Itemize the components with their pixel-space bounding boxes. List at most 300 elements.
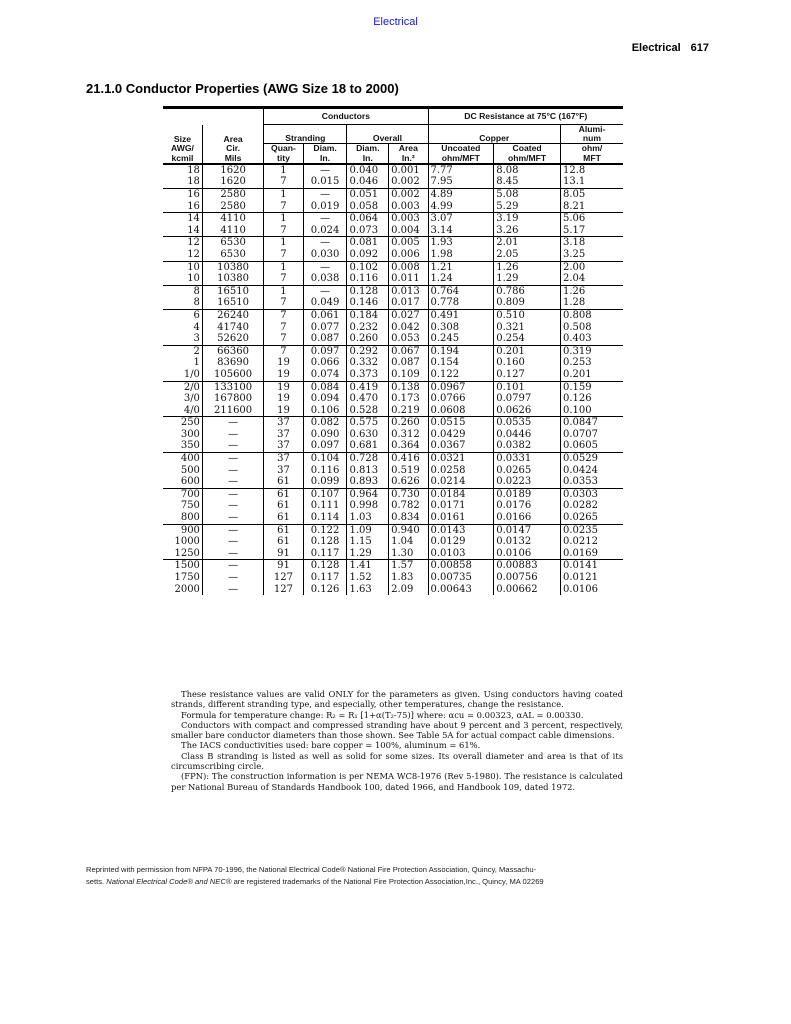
cell-uncoated: 3.07 xyxy=(428,213,494,225)
cell-size: 2/0 xyxy=(163,381,202,393)
cell-coated: 0.0331 xyxy=(494,453,561,465)
cell-aluminum: 0.0265 xyxy=(561,512,624,524)
note-paragraph: Conductors with compact and compressed stranding have about 9 percent and 3 percent, respectively, smaller bare conductor diameters than those shown. See Table 5A for actual compact cable dimensions. xyxy=(171,719,623,741)
cell-quantity: 37 xyxy=(264,453,303,465)
cell-uncoated: 0.00735 xyxy=(428,572,494,584)
cell-size: 2000 xyxy=(174,583,200,595)
cell-aluminum: 0.0235 xyxy=(561,524,624,536)
table-row xyxy=(163,189,623,201)
cell-strand-diam: — xyxy=(303,237,347,249)
cell-size: 6 xyxy=(163,309,202,321)
table-row xyxy=(163,393,623,405)
header-quantity-l1: Quan- xyxy=(271,143,296,154)
cell-area: — xyxy=(202,440,263,452)
header-overall-diam xyxy=(347,144,389,164)
cell-area: 16510 xyxy=(202,297,263,309)
cell-overall-diam: 0.232 xyxy=(347,322,389,334)
cell-uncoated: 1.98 xyxy=(428,249,494,261)
cell-strand-diam: 0.030 xyxy=(303,249,347,261)
cell-aluminum: 1.28 xyxy=(561,297,624,309)
table-row xyxy=(163,440,623,452)
cell-overall-area: 0.219 xyxy=(389,405,428,417)
cell-strand-diam: — xyxy=(303,164,347,177)
header-aluminum-l2: num xyxy=(582,133,602,144)
cell-quantity: 7 xyxy=(264,322,303,334)
cell-overall-area: 0.312 xyxy=(389,429,428,441)
cell-size: 4 xyxy=(193,321,200,333)
cell-overall-area: 0.626 xyxy=(389,476,428,488)
cell-aluminum: 8.21 xyxy=(561,201,624,213)
cell-strand-diam: 0.049 xyxy=(303,297,347,309)
header-strand-diam-l2: In. xyxy=(320,152,331,163)
cell-uncoated: 0.0766 xyxy=(428,393,494,405)
header-uncoated-l1: Uncoated xyxy=(441,143,481,154)
cell-size: 3/0 xyxy=(183,393,200,405)
cell-size: 16 xyxy=(163,189,202,201)
cell-quantity: 7 xyxy=(264,225,303,237)
cell-quantity: 1 xyxy=(264,213,303,225)
header-overall: Overall xyxy=(347,125,428,144)
cell-size: 8 xyxy=(163,285,202,297)
cell-strand-diam: 0.111 xyxy=(303,500,347,512)
cell-strand-diam: 0.097 xyxy=(303,440,347,452)
cell-strand-diam: 0.015 xyxy=(303,176,347,188)
cell-size: 10 xyxy=(187,273,200,285)
cell-size: 1250 xyxy=(174,547,200,559)
table-row xyxy=(163,488,623,500)
cell-overall-diam: 0.728 xyxy=(347,453,389,465)
table-notes xyxy=(171,689,623,792)
cell-overall-diam: 0.681 xyxy=(347,440,389,452)
cell-area: 211600 xyxy=(202,405,263,417)
cell-uncoated: 3.14 xyxy=(428,225,494,237)
cell-overall-area: 1.83 xyxy=(389,572,428,584)
cell-uncoated: 0.0321 xyxy=(428,453,494,465)
cell-overall-area: 0.834 xyxy=(389,512,428,524)
cell-strand-diam: 0.097 xyxy=(303,345,347,357)
cell-overall-area: 0.008 xyxy=(389,261,428,273)
cell-coated: 0.00883 xyxy=(494,560,561,572)
note-paragraph: These resistance values are valid ONLY for the parameters as given. Using conductors having coated strands, different stranding type, and especially, other temperatures, change the resistance. xyxy=(171,689,623,710)
cell-uncoated: 0.491 xyxy=(428,309,494,321)
cell-area: 26240 xyxy=(202,309,263,321)
header-conductors: Conductors xyxy=(264,109,428,125)
cell-aluminum: 0.0212 xyxy=(561,536,624,548)
cell-coated: 2.01 xyxy=(494,237,561,249)
cell-strand-diam: — xyxy=(303,213,347,225)
table-row xyxy=(163,345,623,357)
cell-overall-diam: 0.051 xyxy=(347,189,389,201)
cell-aluminum: 0.100 xyxy=(561,405,624,417)
cell-coated: 0.0265 xyxy=(494,465,561,477)
cell-overall-diam: 1.52 xyxy=(347,572,389,584)
header-overall-diam-l2: In. xyxy=(362,152,373,163)
cell-quantity: 37 xyxy=(264,429,303,441)
cell-quantity: 7 xyxy=(264,201,303,213)
table-row xyxy=(163,164,623,177)
cell-overall-diam: 0.893 xyxy=(347,476,389,488)
cell-strand-diam: 0.122 xyxy=(303,524,347,536)
header-overall-area-l1: Area xyxy=(398,143,418,154)
cell-area: — xyxy=(202,548,263,560)
cell-overall-diam: 0.292 xyxy=(347,345,389,357)
cell-quantity: 19 xyxy=(264,357,303,369)
cell-strand-diam: 0.117 xyxy=(303,548,347,560)
header-size-l3: kcmil xyxy=(171,152,194,163)
cell-area: — xyxy=(202,476,263,488)
cell-overall-diam: 0.046 xyxy=(347,176,389,188)
cell-size: 1500 xyxy=(163,560,202,572)
cell-overall-area: 0.087 xyxy=(389,357,428,369)
cell-overall-diam: 0.073 xyxy=(347,225,389,237)
table-row xyxy=(163,357,623,369)
cell-uncoated: 0.194 xyxy=(428,345,494,357)
cell-overall-diam: 0.092 xyxy=(347,249,389,261)
cell-coated: 0.0147 xyxy=(494,524,561,536)
header-area-l1: Area xyxy=(223,134,243,145)
cell-aluminum: 0.0529 xyxy=(561,453,624,465)
cell-overall-diam: 0.184 xyxy=(347,309,389,321)
cell-coated: 0.0176 xyxy=(494,500,561,512)
cell-overall-diam: 0.964 xyxy=(347,488,389,500)
cell-size: 12 xyxy=(163,237,202,249)
cell-strand-diam: 0.077 xyxy=(303,322,347,334)
table-row xyxy=(163,512,623,524)
reprint-credit xyxy=(86,864,706,888)
header-uncoated xyxy=(428,144,494,164)
cell-overall-diam: 0.528 xyxy=(347,405,389,417)
cell-quantity: 61 xyxy=(264,524,303,536)
cell-coated: 0.0382 xyxy=(494,440,561,452)
cell-uncoated: 1.24 xyxy=(428,273,494,285)
cell-overall-area: 0.260 xyxy=(389,417,428,429)
cell-strand-diam: 0.090 xyxy=(303,429,347,441)
header-aluminum-unit xyxy=(561,144,624,164)
cell-overall-area: 1.04 xyxy=(389,536,428,548)
cell-area: — xyxy=(202,417,263,429)
cell-coated: 0.160 xyxy=(494,357,561,369)
header-coated-l1: Coated xyxy=(512,143,542,154)
cell-strand-diam: 0.038 xyxy=(303,273,347,285)
cell-size: 1/0 xyxy=(183,368,200,380)
cell-size: 1000 xyxy=(174,536,200,548)
table-row xyxy=(163,405,623,417)
cell-coated: 0.0223 xyxy=(494,476,561,488)
cell-quantity: 37 xyxy=(264,465,303,477)
cell-overall-area: 0.138 xyxy=(389,381,428,393)
cell-area: — xyxy=(202,488,263,500)
cell-uncoated: 4.89 xyxy=(428,189,494,201)
cell-quantity: 91 xyxy=(264,560,303,572)
cell-area: — xyxy=(202,429,263,441)
cell-uncoated: 0.0184 xyxy=(428,488,494,500)
header-size-l1: Size xyxy=(173,134,192,145)
cell-quantity: 1 xyxy=(264,189,303,201)
cell-overall-diam: 1.09 xyxy=(347,524,389,536)
cell-uncoated: 7.77 xyxy=(428,164,494,177)
table-row xyxy=(163,213,623,225)
table-row xyxy=(163,176,623,188)
cell-size: 2 xyxy=(163,345,202,357)
cell-aluminum: 0.0169 xyxy=(561,548,624,560)
cell-overall-diam: 0.058 xyxy=(347,201,389,213)
cell-quantity: 7 xyxy=(264,309,303,321)
cell-overall-diam: 0.040 xyxy=(347,164,389,177)
cell-uncoated: 4.99 xyxy=(428,201,494,213)
cell-overall-area: 1.30 xyxy=(389,548,428,560)
header-overall-area-l2: In.² xyxy=(401,152,415,163)
cell-strand-diam: 0.106 xyxy=(303,405,347,417)
cell-size: 700 xyxy=(163,488,202,500)
cell-aluminum: 5.17 xyxy=(561,225,624,237)
header-overall-diam-l1: Diam. xyxy=(356,143,380,154)
cell-uncoated: 0.0967 xyxy=(428,381,494,393)
header-coated-l2: ohm/MFT xyxy=(508,152,547,163)
cell-uncoated: 0.0161 xyxy=(428,512,494,524)
header-quantity-l2: tity xyxy=(277,152,290,163)
credit-trademark-names: National Electrical Code® and NEC® xyxy=(106,877,232,886)
cell-strand-diam: 0.024 xyxy=(303,225,347,237)
cell-quantity: 19 xyxy=(264,393,303,405)
cell-coated: 3.26 xyxy=(494,225,561,237)
cell-strand-diam: 0.104 xyxy=(303,453,347,465)
table-row xyxy=(163,548,623,560)
cell-aluminum: 8.05 xyxy=(561,189,624,201)
cell-strand-diam: 0.116 xyxy=(303,465,347,477)
section-title: 21.1.0 Conductor Properties (AWG Size 18 to 2000) xyxy=(86,81,399,96)
cell-overall-diam: 0.116 xyxy=(347,273,389,285)
table-row xyxy=(163,453,623,465)
cell-area: — xyxy=(202,536,263,548)
cell-aluminum: 0.0424 xyxy=(561,465,624,477)
cell-overall-diam: 1.15 xyxy=(347,536,389,548)
cell-aluminum: 0.0303 xyxy=(561,488,624,500)
cell-overall-area: 0.011 xyxy=(389,273,428,285)
cell-strand-diam: 0.126 xyxy=(303,584,347,596)
cell-aluminum: 0.0707 xyxy=(561,429,624,441)
cell-coated: 0.510 xyxy=(494,309,561,321)
cell-uncoated: 0.0258 xyxy=(428,465,494,477)
header-aluminum-l1: Alumi- xyxy=(578,124,606,134)
conductor-table-wrapper xyxy=(163,106,623,595)
cell-strand-diam: 0.128 xyxy=(303,536,347,548)
cell-size: 14 xyxy=(163,213,202,225)
cell-strand-diam: 0.084 xyxy=(303,381,347,393)
cell-aluminum: 12.8 xyxy=(561,164,624,177)
header-al-unit-l2: MFT xyxy=(583,152,601,163)
cell-size: 500 xyxy=(180,464,200,476)
cell-aluminum: 2.04 xyxy=(561,273,624,285)
table-row xyxy=(163,322,623,334)
cell-coated: 5.08 xyxy=(494,189,561,201)
cell-overall-area: 0.782 xyxy=(389,500,428,512)
cell-uncoated: 0.0429 xyxy=(428,429,494,441)
header-strand-diam-l1: Diam. xyxy=(313,143,337,154)
cell-size: 750 xyxy=(180,500,200,512)
cell-overall-area: 0.940 xyxy=(389,524,428,536)
cell-area: 167800 xyxy=(202,393,263,405)
cell-strand-diam: 0.074 xyxy=(303,369,347,381)
table-row xyxy=(163,572,623,584)
cell-area: 66360 xyxy=(202,345,263,357)
cell-strand-diam: 0.107 xyxy=(303,488,347,500)
cell-coated: 8.08 xyxy=(494,164,561,177)
cell-aluminum: 5.06 xyxy=(561,213,624,225)
cell-overall-diam: 1.03 xyxy=(347,512,389,524)
table-row xyxy=(163,524,623,536)
table-row xyxy=(163,429,623,441)
cell-overall-area: 0.053 xyxy=(389,333,428,345)
cell-coated: 1.26 xyxy=(494,261,561,273)
cell-area: 133100 xyxy=(202,381,263,393)
table-row xyxy=(163,333,623,345)
cell-overall-diam: 0.260 xyxy=(347,333,389,345)
cell-area: 2580 xyxy=(202,189,263,201)
header-uncoated-l2: ohm/MFT xyxy=(441,152,480,163)
cell-size: 10 xyxy=(163,261,202,273)
cell-overall-diam: 0.102 xyxy=(347,261,389,273)
cell-coated: 0.0166 xyxy=(494,512,561,524)
cell-overall-area: 0.002 xyxy=(389,176,428,188)
cell-overall-area: 0.364 xyxy=(389,440,428,452)
cell-uncoated: 1.21 xyxy=(428,261,494,273)
cell-uncoated: 0.0129 xyxy=(428,536,494,548)
cell-area: — xyxy=(202,524,263,536)
cell-quantity: 7 xyxy=(264,249,303,261)
cell-overall-area: 0.017 xyxy=(389,297,428,309)
cell-aluminum: 0.403 xyxy=(561,333,624,345)
cell-overall-area: 0.002 xyxy=(389,189,428,201)
table-row xyxy=(163,536,623,548)
header-size-l2: AWG/ xyxy=(171,143,194,154)
cell-aluminum: 0.808 xyxy=(561,309,624,321)
header-dc-resistance: DC Resistance at 75°C (167°F) xyxy=(428,109,623,125)
cell-size: 250 xyxy=(163,417,202,429)
cell-size: 350 xyxy=(180,440,200,452)
cell-coated: 1.29 xyxy=(494,273,561,285)
header-overall-area xyxy=(389,144,428,164)
cell-size: 12 xyxy=(187,248,200,260)
cell-uncoated: 1.93 xyxy=(428,237,494,249)
cell-coated: 0.254 xyxy=(494,333,561,345)
cell-size: 400 xyxy=(163,453,202,465)
cell-aluminum: 0.126 xyxy=(561,393,624,405)
cell-uncoated: 0.0608 xyxy=(428,405,494,417)
cell-aluminum: 13.1 xyxy=(561,176,624,188)
table-row xyxy=(163,273,623,285)
cell-strand-diam: 0.066 xyxy=(303,357,347,369)
top-electrical-link[interactable]: Electrical xyxy=(373,16,418,28)
cell-strand-diam: 0.117 xyxy=(303,572,347,584)
table-row xyxy=(163,417,623,429)
cell-area: — xyxy=(202,465,263,477)
cell-overall-diam: 0.081 xyxy=(347,237,389,249)
cell-uncoated: 0.00858 xyxy=(428,560,494,572)
header-al-unit-l1: ohm/ xyxy=(581,143,603,154)
cell-coated: 3.19 xyxy=(494,213,561,225)
cell-size: 8 xyxy=(193,297,200,309)
cell-area: 10380 xyxy=(202,261,263,273)
cell-size: 14 xyxy=(187,224,200,236)
cell-coated: 0.0189 xyxy=(494,488,561,500)
cell-overall-area: 0.416 xyxy=(389,453,428,465)
cell-overall-diam: 0.470 xyxy=(347,393,389,405)
cell-strand-diam: 0.099 xyxy=(303,476,347,488)
cell-quantity: 1 xyxy=(264,164,303,177)
cell-strand-diam: 0.094 xyxy=(303,393,347,405)
credit-line-1: Reprinted with permission from NFPA 70-1996, the National Electrical Code® National Fire Protection Association, Quincy, Massachu- xyxy=(86,865,537,874)
header-stranding: Stranding xyxy=(264,125,347,144)
table-row xyxy=(163,476,623,488)
table-row xyxy=(163,237,623,249)
cell-area: — xyxy=(202,560,263,572)
cell-quantity: 61 xyxy=(264,512,303,524)
cell-strand-diam: 0.019 xyxy=(303,201,347,213)
cell-quantity: 7 xyxy=(264,273,303,285)
note-paragraph: Class B stranding is listed as well as solid for some sizes. Its overall diameter and area is that of its circumscribing circle. xyxy=(171,750,623,772)
cell-uncoated: 0.0171 xyxy=(428,500,494,512)
table-row xyxy=(163,261,623,273)
cell-aluminum: 0.319 xyxy=(561,345,624,357)
cell-aluminum: 0.0605 xyxy=(561,440,624,452)
page-number: 617 xyxy=(690,42,709,54)
cell-size: 800 xyxy=(180,512,200,524)
cell-coated: 0.127 xyxy=(494,369,561,381)
cell-strand-diam: — xyxy=(303,285,347,297)
cell-overall-area: 0.519 xyxy=(389,465,428,477)
table-row xyxy=(163,309,623,321)
cell-area: 10380 xyxy=(202,273,263,285)
cell-size: 18 xyxy=(187,176,200,188)
cell-coated: 0.0106 xyxy=(494,548,561,560)
note-paragraph: (FPN): The construction information is per NEMA WC8-1976 (Rev 5-1980). The resistance is calculated per National Bureau of Standards Handbook 100, dated 1966, and Handbook 109, dated 1972. xyxy=(171,771,623,792)
cell-area: 1620 xyxy=(202,164,263,177)
cell-coated: 0.786 xyxy=(494,285,561,297)
cell-quantity: 19 xyxy=(264,369,303,381)
cell-overall-diam: 0.128 xyxy=(347,285,389,297)
cell-overall-area: 0.004 xyxy=(389,225,428,237)
cell-overall-area: 0.027 xyxy=(389,309,428,321)
cell-quantity: 91 xyxy=(264,548,303,560)
cell-overall-area: 0.109 xyxy=(389,369,428,381)
cell-coated: 0.809 xyxy=(494,297,561,309)
cell-uncoated: 0.0103 xyxy=(428,548,494,560)
header-copper: Copper xyxy=(428,125,561,144)
cell-aluminum: 0.159 xyxy=(561,381,624,393)
cell-overall-diam: 0.064 xyxy=(347,213,389,225)
cell-quantity: 19 xyxy=(264,381,303,393)
cell-coated: 0.00756 xyxy=(494,572,561,584)
cell-coated: 5.29 xyxy=(494,201,561,213)
note-paragraph: The IACS conductivities used: bare copper = 100%, aluminum = 61%. xyxy=(181,740,481,751)
cell-overall-diam: 0.419 xyxy=(347,381,389,393)
cell-strand-diam: — xyxy=(303,261,347,273)
cell-aluminum: 0.508 xyxy=(561,322,624,334)
table-row xyxy=(163,381,623,393)
cell-overall-diam: 1.29 xyxy=(347,548,389,560)
cell-coated: 0.0797 xyxy=(494,393,561,405)
table-row xyxy=(163,249,623,261)
cell-quantity: 1 xyxy=(264,261,303,273)
cell-quantity: 61 xyxy=(264,536,303,548)
table-row xyxy=(163,465,623,477)
cell-strand-diam: 0.128 xyxy=(303,560,347,572)
cell-area: 4110 xyxy=(202,213,263,225)
cell-area: 4110 xyxy=(202,225,263,237)
running-title: Electrical xyxy=(631,42,681,54)
cell-coated: 0.321 xyxy=(494,322,561,334)
cell-size: 1750 xyxy=(174,572,200,583)
